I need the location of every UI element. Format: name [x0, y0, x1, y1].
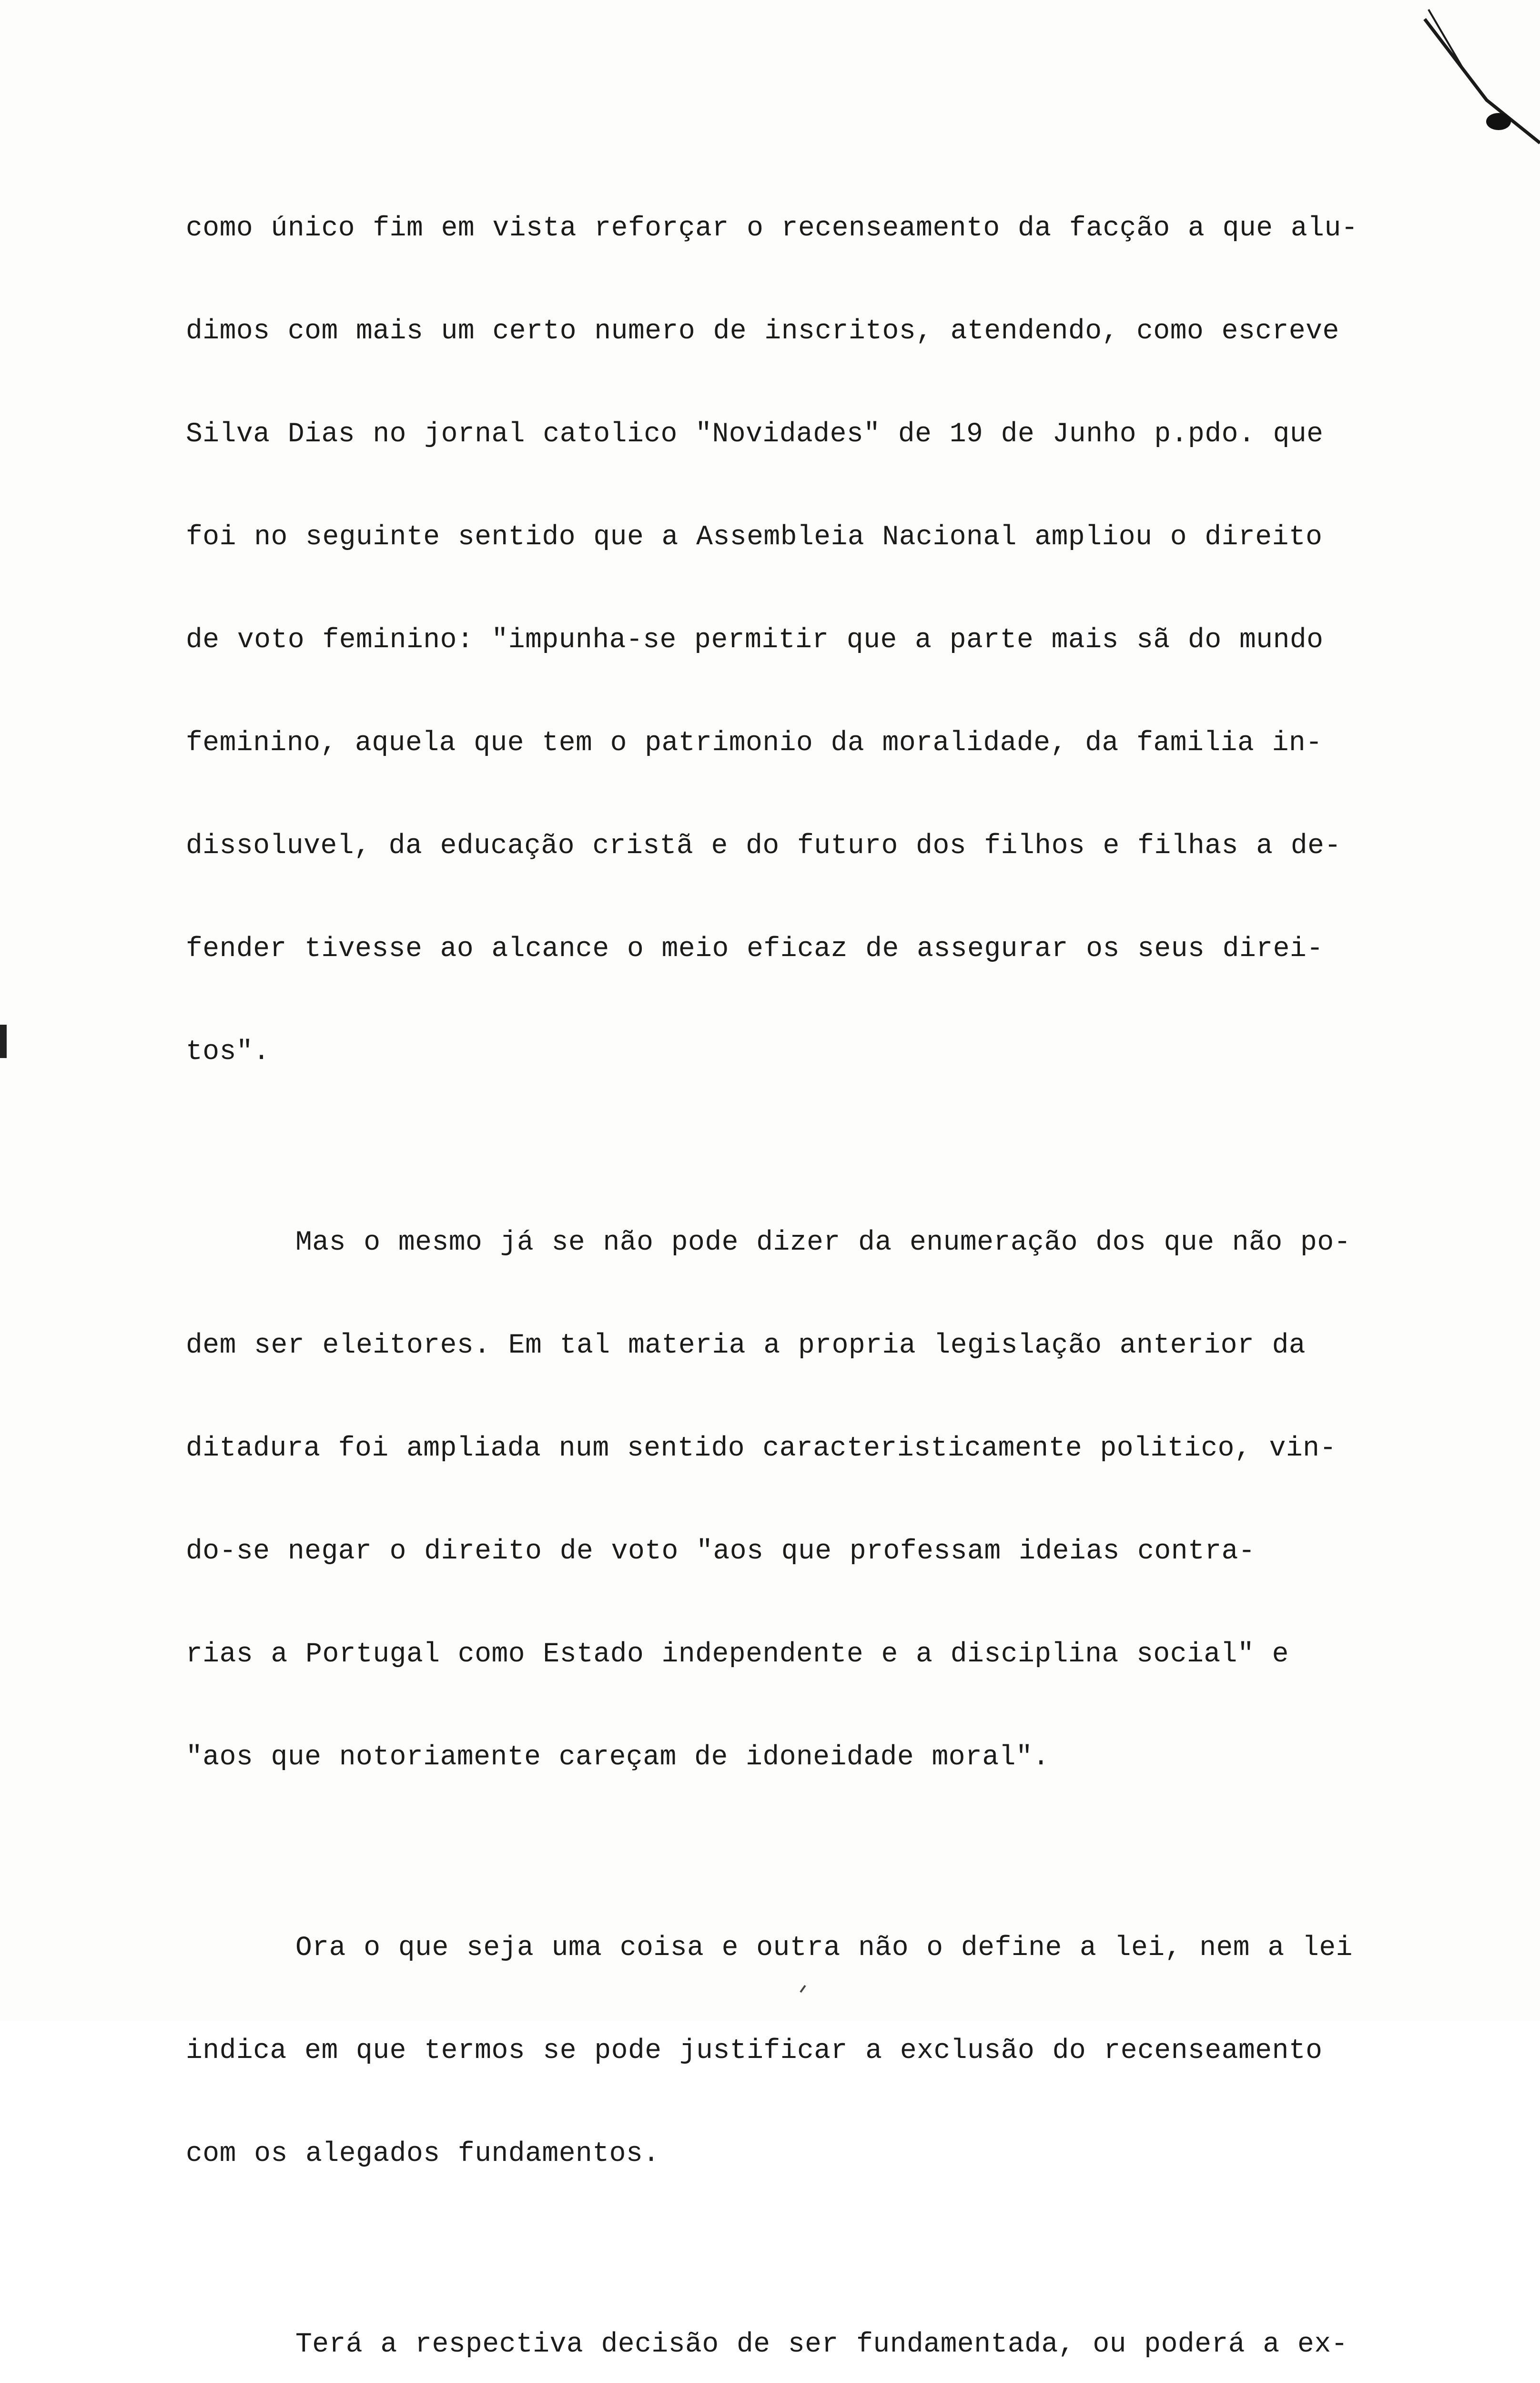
paragraph-4: Terá a respectiva decisão de ser fundamentada, ou poderá a ex- — [295, 2329, 1348, 2360]
paragraph-3: Ora o que seja uma coisa e outra não o define a lei, nem a lei indica em que termos se pode justificar a exclusão do recenseamento com os alegados fundamentos. — [186, 1933, 1353, 2169]
letter-body — [186, 143, 1515, 2383]
paragraph-1: como único fim em vista reforçar o recenseamento da facção a que alu- dimos com mais um certo numero de inscritos, atendendo, como escreve Silva Dias no jornal catolico "Novidades" de 19 de Junho p.pdo. que foi no seguinte sentido que a Assembleia Nacional ampliou o direito de voto feminino: "impunha-se permitir que a parte mais sã do mundo feminino, aquela que tem o patrimonio da moralidade, da familia in- dissoluvel, da educação cristã e do futuro dos filhos e filhas a de- fender tivesse ao alcance o meio eficaz de assegurar os seus direi- tos". — [186, 213, 1358, 1068]
paragraph-2: Mas o mesmo já se não pode dizer da enumeração dos que não po- dem ser eleitores. Em tal materia a propria legislação anterior da ditadura foi ampliada num sentido caracteristicamente politico, vin- do-se negar o direito de voto "aos que professam ideias contra- rias a Portugal como Estado independente e a disciplina social" e "aos que notoriamente careçam de idoneidade moral". — [186, 1227, 1351, 1773]
